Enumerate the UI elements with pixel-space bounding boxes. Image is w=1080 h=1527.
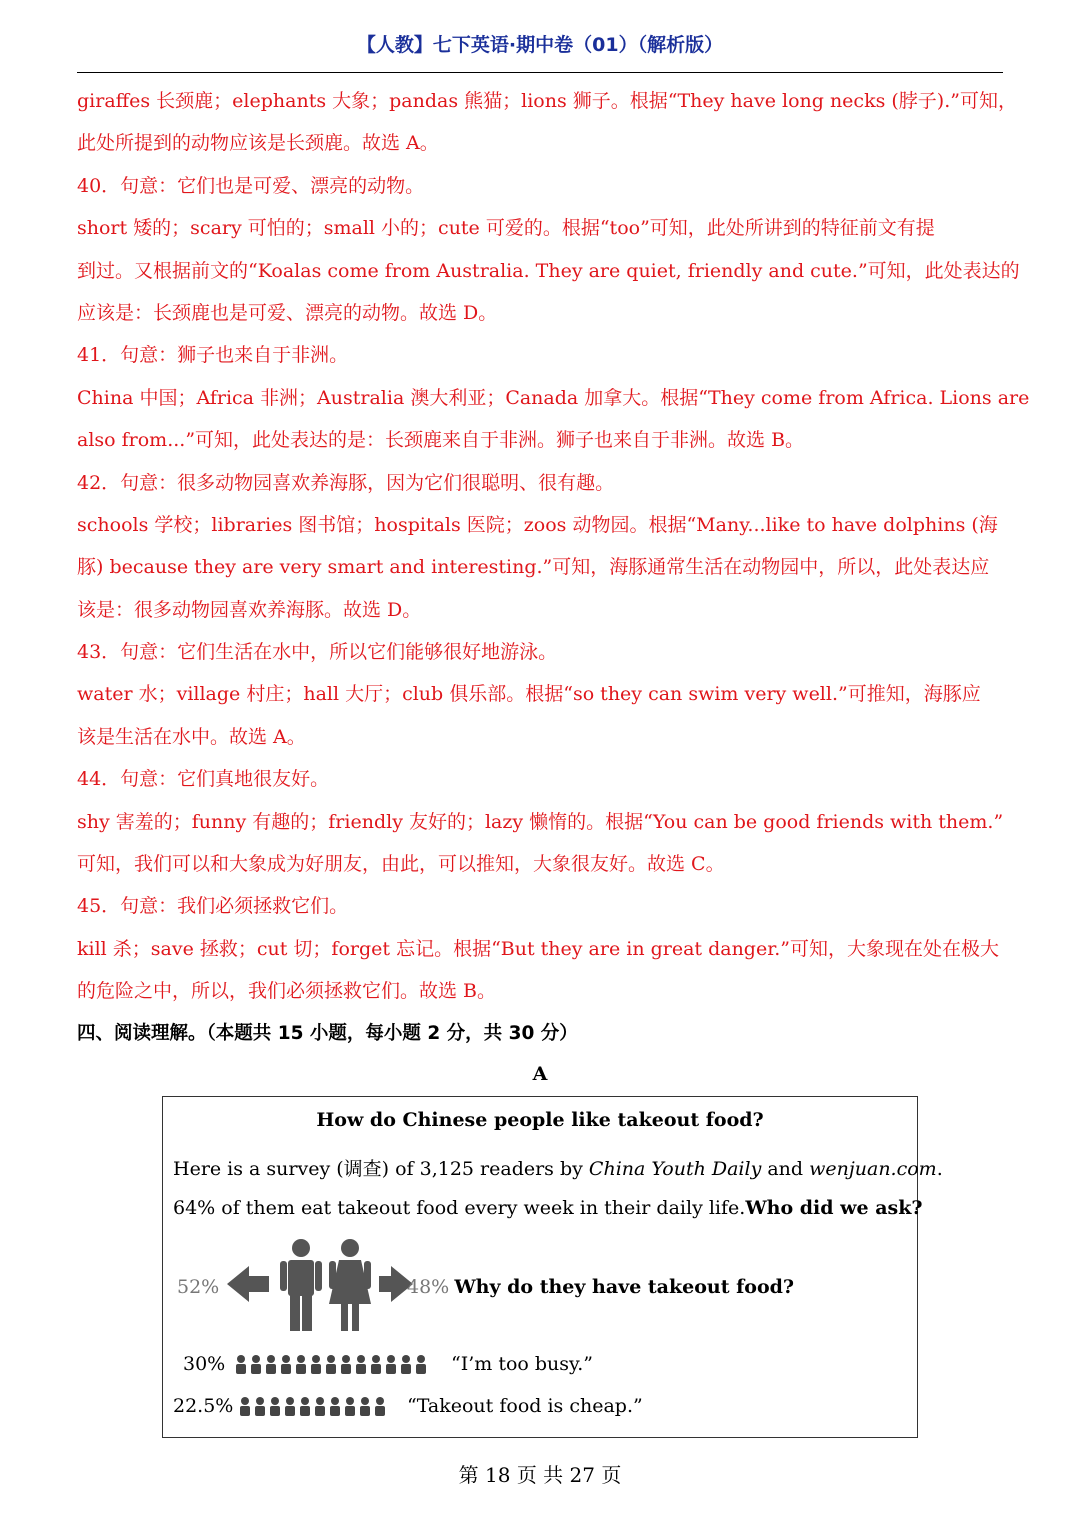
- reason1-people-icons: [235, 1354, 435, 1376]
- person-icon: [360, 1397, 370, 1416]
- page-header: 【人教】七下英语·期中卷（01）（解析版）: [356, 34, 724, 56]
- female-percent: 48%: [407, 1276, 450, 1298]
- text-line: 可知，我们可以和大象成为好朋友，由此，可以推知，大象很友好。故选 C。: [77, 853, 725, 876]
- why-question: Why do they have takeout food?: [454, 1276, 795, 1298]
- person-icon: [270, 1397, 280, 1416]
- person-icon: [311, 1355, 321, 1374]
- text-line: 该是生活在水中。故选 A。: [77, 725, 306, 748]
- text-line: 到过。又根据前文的“Koalas come from Australia. They are quiet, friendly and cute.”可知，此处表达的: [77, 259, 1020, 282]
- text-line: 45．句意：我们必须拯救它们。: [77, 895, 349, 918]
- gender-graphic: [177, 1234, 795, 1334]
- person-icon: [300, 1397, 310, 1416]
- person-icon: [255, 1397, 265, 1416]
- person-icon: [266, 1355, 276, 1374]
- survey-intro: Here is a survey (调查) of 3,125 readers by China Youth Daily and wenjuan.com.: [173, 1158, 943, 1180]
- man-icon: [280, 1239, 322, 1331]
- person-icon: [251, 1355, 261, 1374]
- person-icon: [345, 1397, 355, 1416]
- text-line: also from...”可知，此处表达的是：长颈鹿来自于非洲。狮子也来自于非洲。故选 B。: [77, 429, 805, 452]
- person-icon: [416, 1355, 426, 1374]
- text-line: shy 害羞的；funny 有趣的；friendly 友好的；lazy 懒惰的。根据“You can be good friends with them.”: [77, 810, 1004, 833]
- male-percent: 52%: [177, 1276, 220, 1298]
- person-icon: [375, 1397, 385, 1416]
- passage-label: A: [532, 1063, 548, 1085]
- person-icon: [240, 1397, 250, 1416]
- text-line: 43．句意：它们生活在水中，所以它们能够很好地游泳。: [77, 641, 558, 664]
- text-line: 40．句意：它们也是可爱、漂亮的动物。: [77, 174, 425, 197]
- reason2-text: “Takeout food is cheap.”: [407, 1395, 643, 1417]
- text-line: 该是：很多动物园喜欢养海豚。故选 D。: [77, 598, 422, 621]
- gender-icons: [225, 1234, 415, 1334]
- survey-title: How do Chinese people like takeout food?: [316, 1109, 764, 1131]
- person-icon: [386, 1355, 396, 1374]
- woman-icon: [329, 1239, 371, 1331]
- person-icon: [296, 1355, 306, 1374]
- reason2-people-icons: [239, 1396, 399, 1418]
- person-icon: [371, 1355, 381, 1374]
- reason2-percent: 22.5%: [173, 1395, 234, 1417]
- text-line: water 水；village 村庄；hall 大厅；club 俱乐部。根据“so they can swim very well.”可推知，海豚应: [77, 683, 981, 706]
- text-line: short 矮的；scary 可怕的；small 小的；cute 可爱的。根据“too”可知，此处所讲到的特征前文有提: [77, 217, 935, 240]
- text-line: 42．句意：很多动物园喜欢养海豚，因为它们很聪明、很有趣。: [77, 471, 615, 494]
- person-icon: [341, 1355, 351, 1374]
- text-line: China 中国；Africa 非洲；Australia 澳大利亚；Canada 加拿大。根据“They come from Africa. Lions are: [77, 386, 1030, 409]
- reason1-text: “I’m too busy.”: [451, 1353, 593, 1375]
- person-icon: [401, 1355, 411, 1374]
- text-line: schools 学校；libraries 图书馆；hospitals 医院；zoos 动物园。根据“Many...like to have dolphins (海: [77, 513, 998, 536]
- person-icon: [326, 1355, 336, 1374]
- person-icon: [315, 1397, 325, 1416]
- text-line: 的危险之中，所以，我们必须拯救它们。故选 B。: [77, 980, 497, 1003]
- text-line: kill 杀；save 拯救；cut 切；forget 忘记。根据“But they are in great danger.”可知，大象现在处在极大: [77, 937, 999, 960]
- text-line: 此处所提到的动物应该是长颈鹿。故选 A。: [77, 132, 439, 155]
- text-line: 44．句意：它们真地很友好。: [77, 768, 330, 791]
- female-row: [407, 1276, 794, 1298]
- answer-explanations: [77, 80, 1030, 1055]
- text-line: 41．句意：狮子也来自于非洲。: [77, 344, 349, 367]
- person-icon: [330, 1397, 340, 1416]
- page-footer: 第 18 页 共 27 页: [458, 1463, 622, 1487]
- person-icon: [285, 1397, 295, 1416]
- person-icon: [356, 1355, 366, 1374]
- person-icon: [236, 1355, 246, 1374]
- survey-stat: 64% of them eat takeout food every week in their daily life.Who did we ask?: [173, 1197, 923, 1219]
- text-line: 豚) because they are very smart and interesting.”可知，海豚通常生活在动物园中，所以，此处表达应: [77, 556, 990, 579]
- person-icon: [281, 1355, 291, 1374]
- section-heading: 四、阅读理解。（本题共 15 小题，每小题 2 分，共 30 分）: [77, 1022, 578, 1044]
- text-line: giraffes 长颈鹿；elephants 大象；pandas 熊猫；lions 狮子。根据“They have long necks (脖子).”可知，: [77, 90, 1017, 112]
- survey-box: [162, 1096, 943, 1438]
- left-arrow-icon: [227, 1266, 269, 1302]
- reason1-percent: 30%: [183, 1353, 226, 1375]
- header-divider: [77, 72, 1003, 73]
- text-line: 应该是：长颈鹿也是可爱、漂亮的动物。故选 D。: [77, 301, 498, 324]
